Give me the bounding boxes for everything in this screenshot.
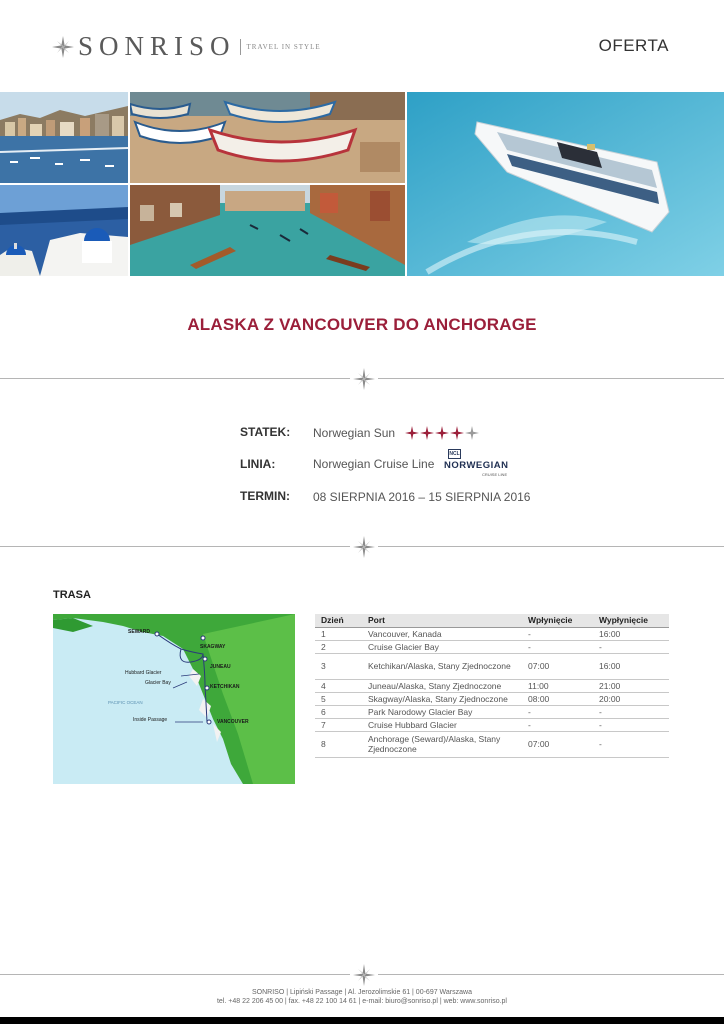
cell-arrival: - xyxy=(522,627,593,640)
ncl-badge: NCL xyxy=(449,451,460,457)
cell-arrival: - xyxy=(522,718,593,731)
column-header-day: Dzień xyxy=(315,614,362,627)
greek-island-photo xyxy=(0,185,128,276)
sonriso-logo xyxy=(52,31,321,62)
map-label-vancouver: VANCOUVER xyxy=(217,719,249,725)
fishing-boats-beach-photo xyxy=(130,92,405,183)
cell-departure: - xyxy=(593,731,669,757)
compass-star-icon xyxy=(353,536,375,558)
ship-rating xyxy=(405,425,480,441)
table-row xyxy=(315,679,669,692)
cell-departure: 21:00 xyxy=(593,679,669,692)
map-label-seward: SEWARD xyxy=(128,629,150,635)
date-label: TERMIN: xyxy=(240,489,290,503)
cell-departure: - xyxy=(593,705,669,718)
cell-port: Vancouver, Kanada xyxy=(362,627,522,640)
section-divider xyxy=(0,536,724,558)
cell-port: Park Narodowy Glacier Bay xyxy=(362,705,522,718)
cell-arrival: - xyxy=(522,705,593,718)
table-row xyxy=(315,731,669,757)
route-map xyxy=(53,614,295,784)
column-header-port: Port xyxy=(362,614,522,627)
venice-canal-photo xyxy=(130,185,405,276)
map-label-inside-passage: Inside Passage xyxy=(133,717,168,723)
footer-address: SONRISO | Lipiński Passage | Al. Jerozolimskie 61 | 00-697 Warszawa xyxy=(252,989,472,996)
cruise-ship-photo xyxy=(407,92,724,276)
rating-stars-icon xyxy=(405,425,480,441)
ship-label: STATEK: xyxy=(240,425,291,439)
cell-port: Cruise Hubbard Glacier xyxy=(362,718,522,731)
cell-day: 4 xyxy=(315,679,362,692)
logo-text: SONRISO xyxy=(78,31,236,61)
cell-arrival: 11:00 xyxy=(522,679,593,692)
cell-day: 7 xyxy=(315,718,362,731)
cell-departure: - xyxy=(593,718,669,731)
table-row xyxy=(315,627,669,640)
cell-day: 3 xyxy=(315,653,362,679)
logo-separator xyxy=(240,39,241,55)
cell-arrival: 07:00 xyxy=(522,731,593,757)
map-label-juneau: JUNEAU xyxy=(210,664,231,670)
itinerary-table xyxy=(315,614,669,758)
table-row xyxy=(315,718,669,731)
map-label-pacific-ocean: PACIFIC OCEAN xyxy=(108,700,143,705)
footer-contact: tel. +48 22 206 45 00 | fax. +48 22 100 14 61 | e-mail: biuro@sonriso.pl | web: www.sonriso.pl xyxy=(216,998,507,1005)
cell-day: 2 xyxy=(315,640,362,653)
cell-port: Juneau/Alaska, Stany Zjednoczone xyxy=(362,679,522,692)
column-header-arrival: Wpłynięcie xyxy=(522,614,593,627)
ship-value: Norwegian Sun xyxy=(313,426,396,440)
table-row xyxy=(315,653,669,679)
map-label-hubbard-glacier: Hubbard Glacier xyxy=(125,670,162,676)
table-header-row xyxy=(315,614,669,627)
compass-star-icon xyxy=(52,36,74,58)
cell-day: 1 xyxy=(315,627,362,640)
map-label-glacier-bay: Glacier Bay xyxy=(145,680,171,686)
cell-port: Cruise Glacier Bay xyxy=(362,640,522,653)
cell-arrival: 08:00 xyxy=(522,692,593,705)
cell-arrival: 07:00 xyxy=(522,653,593,679)
cell-departure: 20:00 xyxy=(593,692,669,705)
map-label-ketchikan: KETCHIKAN xyxy=(210,684,240,690)
route-heading: TRASA xyxy=(53,589,91,601)
map-label-skagway: SKAGWAY xyxy=(200,644,226,650)
photo-strip xyxy=(0,92,724,276)
harbor-town-photo xyxy=(0,92,128,183)
logo-tagline: TRAVEL IN STYLE xyxy=(246,42,321,51)
column-header-departure: Wypłynięcie xyxy=(593,614,669,627)
ncl-logo-sub: CRUISE LINE xyxy=(482,472,508,477)
cell-departure: 16:00 xyxy=(593,653,669,679)
page-title: ALASKA Z VANCOUVER DO ANCHORAGE xyxy=(187,315,537,334)
page-label: OFERTA xyxy=(598,36,669,55)
table-row xyxy=(315,640,669,653)
compass-star-icon xyxy=(353,964,375,986)
table-row xyxy=(315,705,669,718)
compass-star-icon xyxy=(353,368,375,390)
cell-arrival: - xyxy=(522,640,593,653)
footer-divider xyxy=(0,964,724,986)
cell-departure: 16:00 xyxy=(593,627,669,640)
line-value: Norwegian Cruise Line xyxy=(313,457,435,471)
table-row xyxy=(315,692,669,705)
ncl-logo-main: NORWEGIAN xyxy=(444,460,509,471)
cell-day: 5 xyxy=(315,692,362,705)
cell-port: Anchorage (Seward)/Alaska, Stany Zjednoczone xyxy=(362,731,522,757)
cell-departure: - xyxy=(593,640,669,653)
cell-day: 8 xyxy=(315,731,362,757)
cell-port: Skagway/Alaska, Stany Zjednoczone xyxy=(362,692,522,705)
page-header xyxy=(0,0,724,90)
bottom-bar xyxy=(0,1017,724,1024)
cell-day: 6 xyxy=(315,705,362,718)
date-value: 08 SIERPNIA 2016 – 15 SIERPNIA 2016 xyxy=(313,490,531,504)
ncl-logo xyxy=(444,449,524,479)
cell-port: Ketchikan/Alaska, Stany Zjednoczone xyxy=(362,653,522,679)
line-label: LINIA: xyxy=(240,457,276,471)
section-divider xyxy=(0,368,724,390)
